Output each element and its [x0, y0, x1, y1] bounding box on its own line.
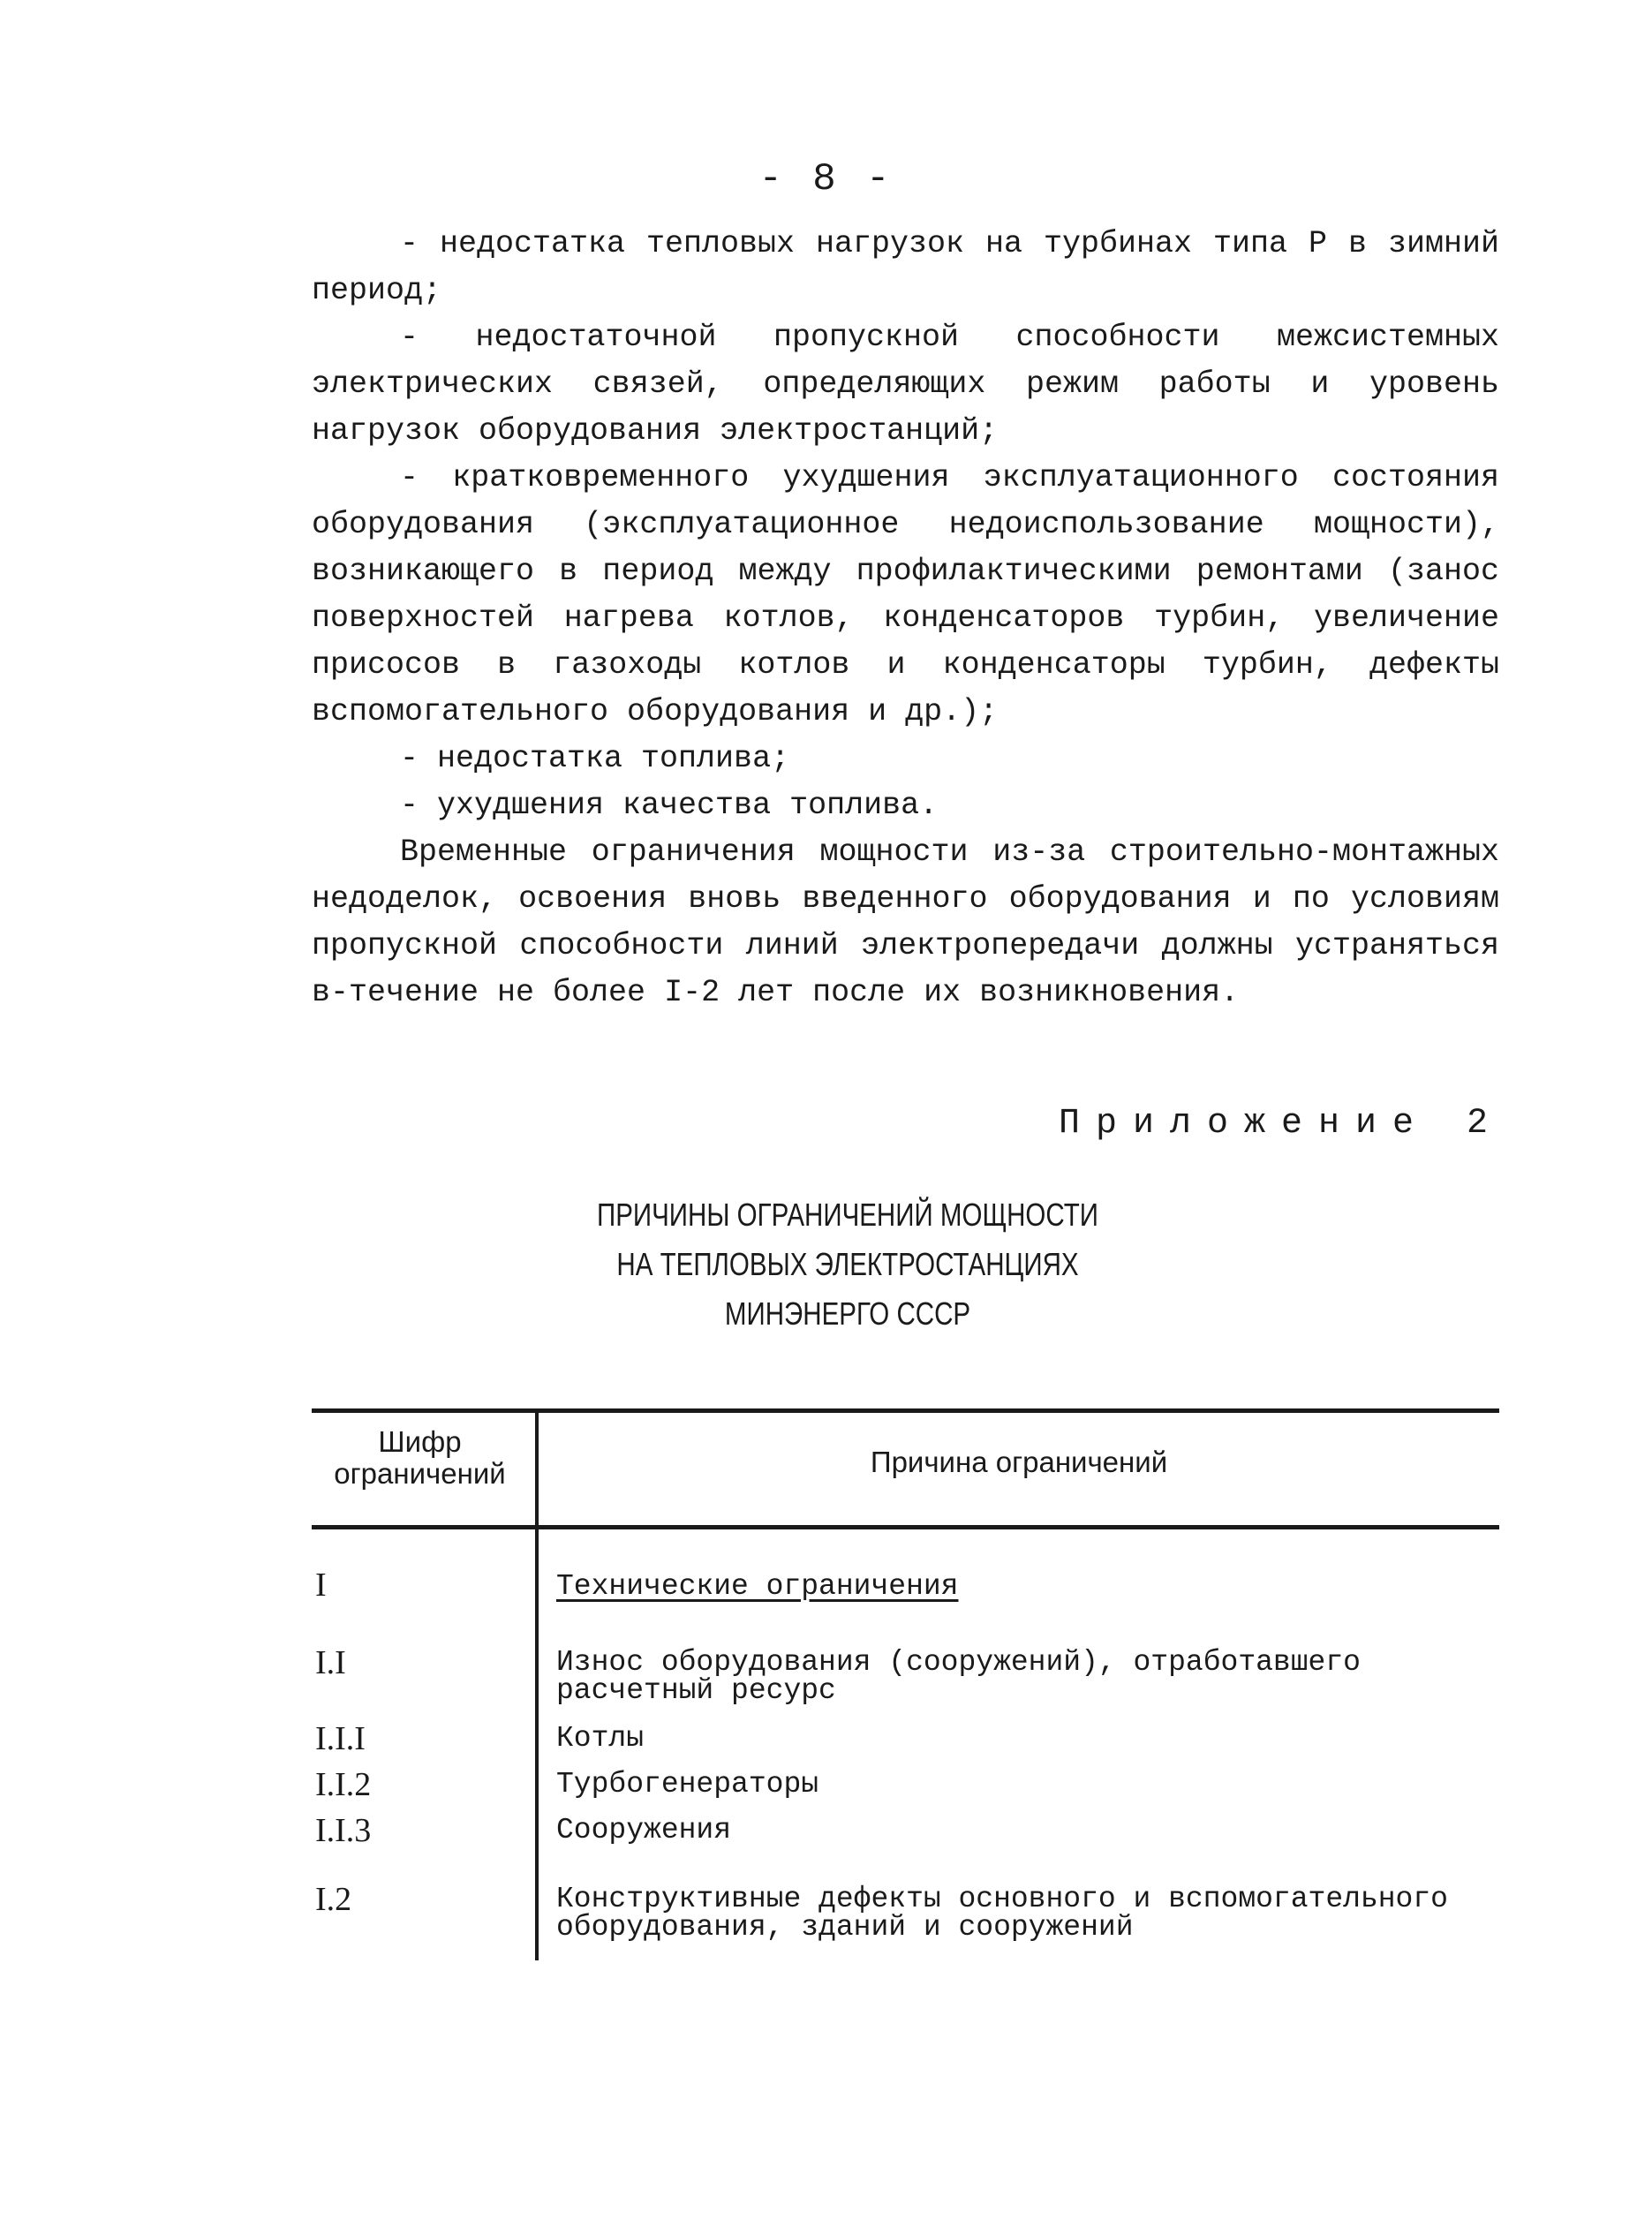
row-reason: Турбогенераторы: [556, 1768, 819, 1801]
table-top-rule: [312, 1408, 1499, 1413]
row-code: I.I: [315, 1644, 346, 1681]
appendix-title-line: МИНЭНЕРГО СССР: [724, 1295, 971, 1332]
column-header-code-line: ограничений: [334, 1457, 506, 1490]
row-reason: Технические ограничения: [556, 1570, 959, 1603]
paragraph: - недостаточной пропускной способности межсистемных электрических связей, определяющих режим работы и уровень нагрузок оборудования электростанций;: [312, 320, 1499, 449]
column-header-code-line: Шифр: [378, 1425, 462, 1458]
row-reason: Сооружения: [556, 1814, 732, 1846]
row-reason: Конструктивные дефекты основного и вспомогательного оборудования, зданий и сооружений: [556, 1883, 1448, 1944]
table-header-rule: [312, 1525, 1499, 1529]
appendix-label: Приложение 2: [1058, 1104, 1504, 1144]
column-header-reason: Причина ограничений: [870, 1446, 1168, 1478]
paragraph: - ухудшения качества топлива.: [400, 788, 939, 823]
body-text: [312, 221, 1499, 1016]
column-header-code: [312, 1426, 528, 1490]
table-column-divider: [535, 1408, 539, 1960]
row-code: I.2: [315, 1881, 352, 1918]
row-reason: Котлы: [556, 1722, 645, 1755]
row-code: I.I.I: [315, 1720, 366, 1757]
appendix-title-line: НА ТЕПЛОВЫХ ЭЛЕКТРОСТАНЦИЯХ: [616, 1246, 1079, 1282]
appendix-title-line: ПРИЧИНЫ ОГРАНИЧЕНИЙ МОЩНОСТИ: [597, 1197, 1098, 1233]
row-code: I: [315, 1567, 327, 1604]
paragraph: - недостатка тепловых нагрузок на турбинах типа Р в зимний период;: [312, 226, 1499, 308]
restriction-table: [312, 1408, 1499, 1965]
row-code: I.I.2: [315, 1766, 372, 1803]
row-code: I.I.3: [315, 1812, 372, 1849]
appendix-title: [558, 1190, 1137, 1339]
paragraph: Временные ограничения мощности из-за строительно-монтажных недоделок, освоения вновь введенного оборудования и по условиям пропускной способности линий электропередачи должны устраняться в-течение не более I-2 лет после их возникновения.: [312, 834, 1499, 1010]
paragraph: - недостатка топлива;: [400, 741, 790, 776]
row-reason: Износ оборудования (сооружений), отработавшего расчетный ресурс: [556, 1646, 1361, 1707]
paragraph: - кратковременного ухудшения эксплуатационного состояния оборудования (эксплуатационное недоиспользование мощности), возникающего в период между профилактическими ремонтами (занос поверхностей нагрева котлов, конденсаторов турбин, увеличение присосов в газоходы котлов и конденсаторы турбин, дефекты вспомогательного оборудования и др.);: [312, 460, 1499, 729]
page-number: - 8 -: [758, 157, 894, 201]
